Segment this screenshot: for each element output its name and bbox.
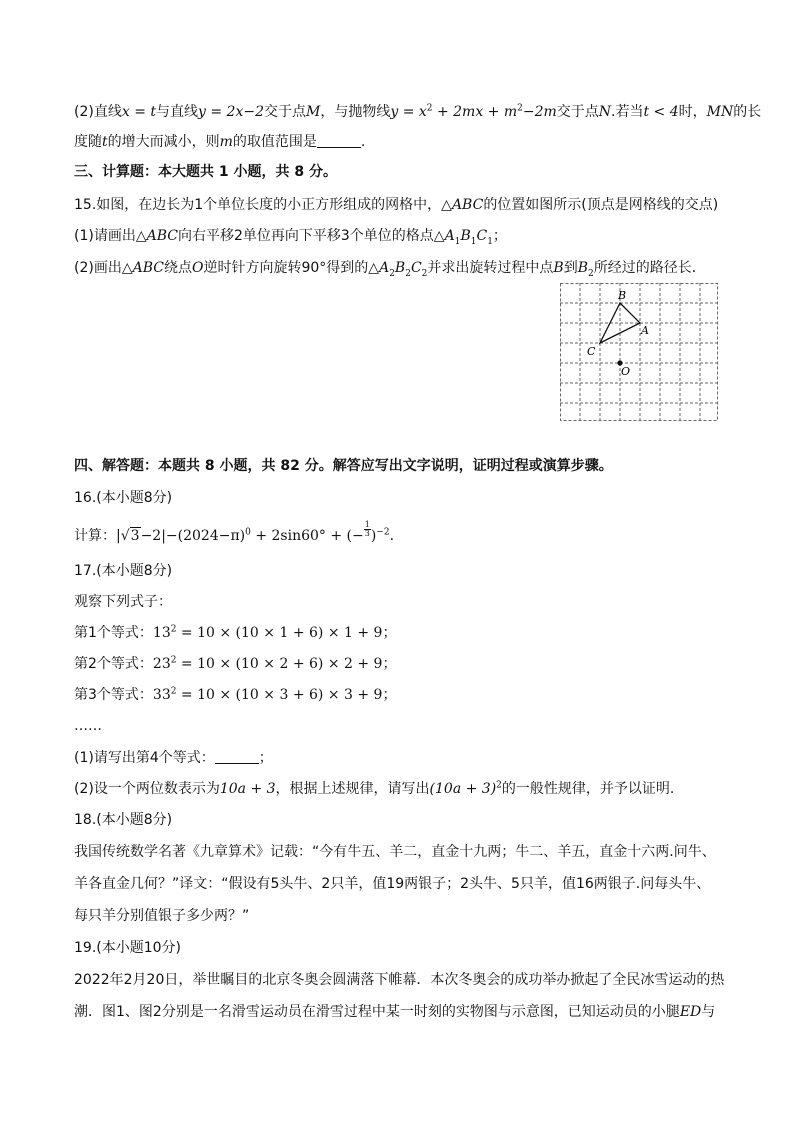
math: + 2sin60° + (− <box>250 528 364 544</box>
q17-part-1 <box>74 748 734 768</box>
numerator: 1 <box>364 520 370 529</box>
math: N <box>598 104 612 120</box>
text: (2)设一个两位数表示为 <box>74 781 220 797</box>
text: 15.如图，在边长为1个单位长度的小正方形组成的网格中，△ <box>74 197 452 213</box>
superscript: 2 <box>170 686 177 697</box>
math: + 2mx + m <box>432 104 518 120</box>
q17-eq-3 <box>74 685 734 705</box>
text: 并求出旋转过程中点 <box>427 260 554 276</box>
text: ； <box>382 656 397 672</box>
math: −2m <box>522 104 557 120</box>
text: 计算：| <box>74 528 121 544</box>
section-4-title: 四、解答题：本题共 8 小题，共 82 分。解答应写出文字说明，证明过程或演算步骤。 <box>74 458 613 474</box>
q19-line-2 <box>74 1002 734 1022</box>
text: 的长 <box>733 104 762 120</box>
math: t <box>102 134 108 150</box>
q17-ellipsis: …… <box>74 718 102 734</box>
text: ； <box>382 687 397 703</box>
section-3-title: 三、计算题：本大题共 1 小题，共 8 分。 <box>74 164 337 180</box>
q15-line-2 <box>74 226 734 246</box>
math: O <box>191 260 204 276</box>
math: B <box>394 260 406 276</box>
math: A <box>444 228 455 244</box>
label-a: A <box>641 324 649 337</box>
superscript: 2 <box>496 780 502 791</box>
q17-intro: 观察下列式子： <box>74 594 172 610</box>
label-o: O <box>621 365 631 378</box>
math: ABC <box>146 228 178 244</box>
q14-line-2 <box>74 132 734 152</box>
q16-header: 16.(本小题8分) <box>74 490 173 506</box>
math: B <box>577 260 588 276</box>
math: 33 <box>152 687 171 703</box>
subscript: 1 <box>470 236 477 247</box>
math: = 10 × (10 × 2 + 6) × 2 + 9 <box>176 656 383 672</box>
math: B <box>460 228 471 244</box>
text: 交于点 <box>263 104 306 120</box>
q17-eq-2 <box>74 654 734 674</box>
superscript: 2 <box>170 655 177 666</box>
math: = 10 × (10 × 1 + 6) × 1 + 9 <box>176 625 383 641</box>
text: 到 <box>563 260 578 276</box>
text: 向右平移2单位再向下平移3个单位的格点△ <box>177 228 445 244</box>
math: (10a + 3) <box>429 781 497 797</box>
q16-calc <box>74 521 734 546</box>
text: . <box>360 134 366 150</box>
q18-line-2: 羊各直金几何？”译文：“假设有5头牛、2只羊，值19两银子；2头牛、5只羊，值16两银子.问每头牛、 <box>74 876 711 892</box>
math: y = 2x−2 <box>198 104 264 120</box>
math: y = x <box>390 104 427 120</box>
q19-line-1: 2022年2月20日，举世瞩目的北京冬奥会圆满落下帷幕．本次冬奥会的成功举办掀起了全民冰雪运动的热 <box>74 972 725 988</box>
text: 的位置如图所示(顶点是网格线的交点) <box>483 197 719 213</box>
text: 第3个等式： <box>74 687 153 703</box>
math: x = t <box>121 104 156 120</box>
q17-eq-1 <box>74 623 734 643</box>
subscript: 1 <box>454 236 461 247</box>
radicand: 3 <box>130 528 140 544</box>
q18-line-3: 每只羊分别值银子多少两？” <box>74 908 250 924</box>
math: MN <box>706 104 734 120</box>
answer-blank <box>317 133 361 148</box>
math: B <box>553 260 564 276</box>
subscript: 1 <box>487 236 493 247</box>
text: ，与抛物线 <box>320 104 391 120</box>
q18-header: 18.(本小题8分) <box>74 812 173 828</box>
q18-line-1: 我国传统数学名著《九章算术》记载：“今有牛五、羊二，直金十九两；牛二、羊五，直金十六两.问牛、 <box>74 844 716 860</box>
math: C <box>410 260 422 276</box>
q19-header: 19.(本小题10分) <box>74 940 182 956</box>
superscript: 2 <box>170 624 177 635</box>
grid-figure <box>560 283 720 423</box>
subscript: 2 <box>405 268 411 279</box>
math: M <box>305 104 321 120</box>
superscript: −2 <box>376 527 390 538</box>
text: 度随 <box>74 134 102 150</box>
text: 第2个等式： <box>74 656 153 672</box>
text: 的取值范围是 <box>232 134 317 150</box>
math: 23 <box>152 656 171 672</box>
text: ； <box>258 750 273 766</box>
text: .若当 <box>611 104 644 120</box>
superscript: 2 <box>517 103 523 114</box>
text: ； <box>382 625 397 641</box>
label-c: C <box>587 345 596 358</box>
text: 的增大而减小，则 <box>107 134 220 150</box>
text: ，根据上述规律，请写出 <box>275 781 430 797</box>
math: ABC <box>451 197 484 213</box>
text: 时， <box>678 104 707 120</box>
math: ) <box>370 528 377 544</box>
label-b: B <box>618 289 627 302</box>
math: ED <box>679 1004 702 1020</box>
q15-line-3 <box>74 258 734 278</box>
q17-part-2 <box>74 779 734 799</box>
text: 的一般性规律，并予以证明. <box>501 781 675 797</box>
text: 与直线 <box>156 104 198 120</box>
text: 绕点 <box>163 260 192 276</box>
text: 潮．图1、图2分别是一名滑雪运动员在滑雪过程中某一时刻的实物图与示意图，已知运动员的小腿 <box>74 1004 680 1020</box>
grid-border <box>561 284 718 421</box>
subscript: 2 <box>421 268 428 279</box>
sqrt-sign: √ <box>120 528 130 544</box>
q15-line-1 <box>74 195 734 215</box>
text: ； <box>492 228 507 244</box>
q14-line-1 <box>74 102 762 122</box>
subscript: 2 <box>588 268 594 279</box>
denominator: 3 <box>364 529 370 538</box>
text: (1)请写出第4个等式： <box>74 750 215 766</box>
math: ABC <box>132 260 164 276</box>
text: (2)直线 <box>74 104 122 120</box>
math: m <box>219 134 233 150</box>
q17-header: 17.(本小题8分) <box>74 563 173 579</box>
text: (2)画出△ <box>74 260 133 276</box>
math: = 10 × (10 × 3 + 6) × 3 + 9 <box>176 687 383 703</box>
superscript: 2 <box>426 103 433 114</box>
superscript: 0 <box>245 527 251 538</box>
grid-lines <box>560 283 718 421</box>
math: 10a + 3 <box>219 781 276 797</box>
text: 与 <box>701 1004 716 1020</box>
math: 13 <box>152 625 171 641</box>
math: . <box>389 528 395 544</box>
math: −2|−(2024−π) <box>140 528 246 544</box>
answer-blank <box>215 749 259 764</box>
fraction <box>364 521 371 538</box>
text: 逆时针方向旋转90°得到的△ <box>203 260 380 276</box>
text: 交于点 <box>556 104 599 120</box>
text: 第1个等式： <box>74 625 153 641</box>
subscript: 2 <box>389 268 395 279</box>
math: C <box>476 228 488 244</box>
text: 所经过的路径长． <box>593 260 706 276</box>
math: t < 4 <box>643 104 679 120</box>
math: A <box>379 260 390 276</box>
text: (1)请画出△ <box>74 228 147 244</box>
